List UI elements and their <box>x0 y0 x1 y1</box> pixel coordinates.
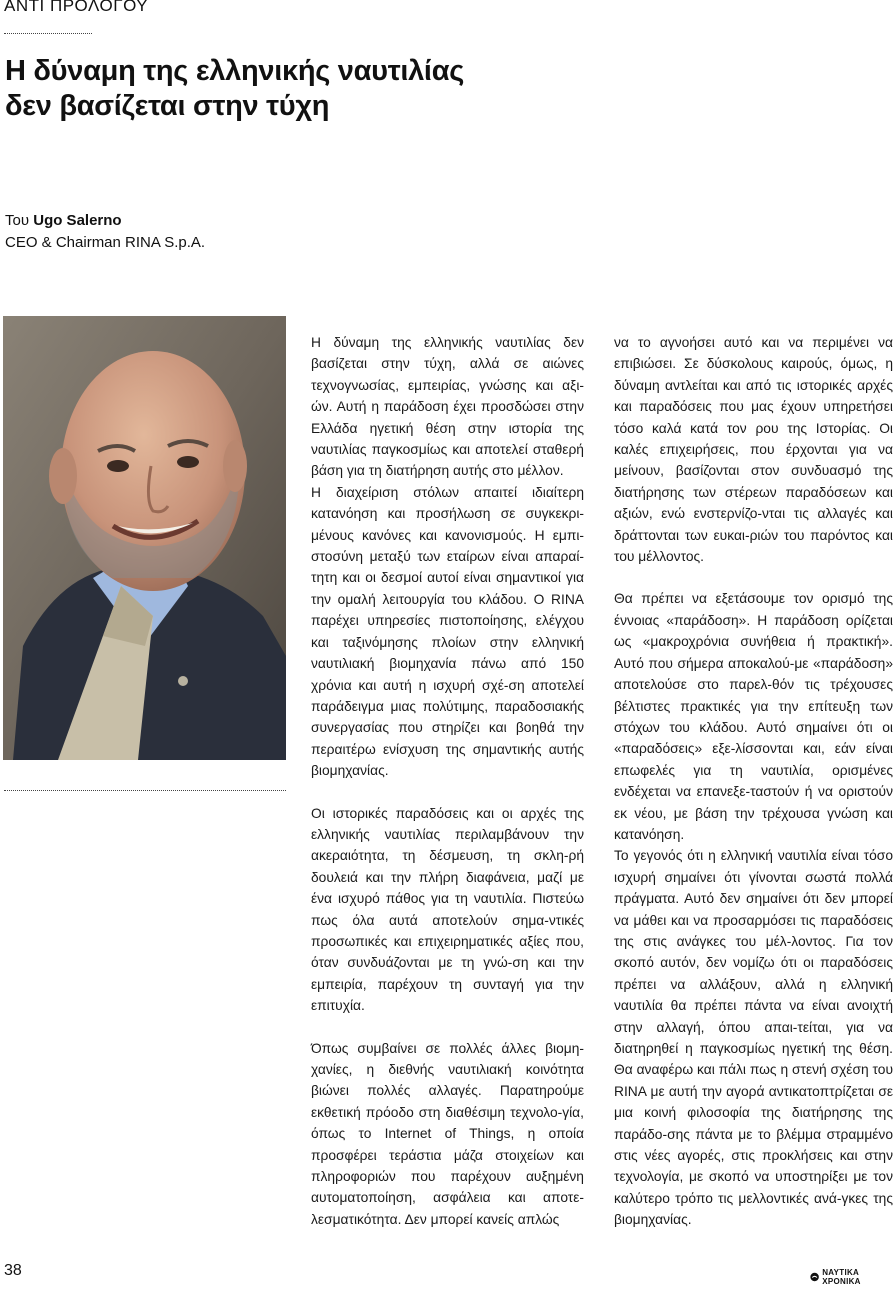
brand-name: ΝΑΥΤΙΚΑ ΧΡΟΝΙΚΑ <box>822 1268 861 1286</box>
publication-brand <box>810 1268 894 1286</box>
paragraph-6: Θα πρέπει να εξετάσουμε τον ορισμό της έννοιας «παράδοση». Η παράδοση ορίζεται ως «μακροχρόνια συνήθεια ή πρακτική». Αυτό που σήμερα αποκαλού-με «παράδοση» αποτελούσε στο παρελ-θόν τις τρέχουσες βέλτιστες πρακτικές για την επίτευξη των στόχων του κλάδου. Αυτό σημαίνει ότι οι «παραδόσεις» εξε-λίσσονται και, εάν είναι επωφελές για τη ναυτιλία, ορισμένες ενδέχεται να επανεξε-ταστούν ή να οριστούν εκ νέου, με βάση την τρέχουσα γνώση και κατανόηση. <box>614 591 893 842</box>
paragraph-5: να το αγνοήσει αυτό και να περιμένει να επιβιώσει. Σε δύσκολους καιρούς, όμως, η δύναμη αντλείται και από τις ιστορικές αρχές και παραδόσεις που μας έχουν υπηρετήσει τόσο καλά κατά τον ρου της Ιστορίας. Οι καλές επιχειρήσεις, που έρχονται για να μείνουν, βασίζονται στον συνδυασμό της διατήρησης των στέρεων παραδόσεων και αξιών, ενώ ενστερνίζο-νται τις αλλαγές και δράττονται των ευκαι-ριών του παρόντος και του μέλλοντος. <box>614 335 893 565</box>
author-prefix: Του <box>5 212 34 229</box>
article-title-line-2: δεν βασίζεται στην τύχη <box>5 90 330 122</box>
paragraph-7: Το γεγονός ότι η ελληνική ναυτιλία είναι τόσο ισχυρή σημαίνει ότι γίνονται σωστά πολλά πράγματα. Αυτό δεν σημαίνει ότι δεν μπορεί να μάθει και να προσαρμόσει τις παραδόσεις της στις ανάγκες του μέλ-λοντος. Για τον σκοπό αυτόν, δεν νομίζω ότι οι παραδόσεις πρέπει να αλλάξουν, αλλά η ελληνική ναυτιλία θα πρέπει πάντα να είναι ανοιχτή στην αλλαγή, όπου απαι-τείται, για να διατηρηθεί η παγκοσμίως ηγετική της θέση. Θα αναφέρω και πάλι πως η στενή σχέση του RINA με αυτή την αγορά αντικατοπτρίζεται σε μια κοινή φιλοσοφία της διατήρησης της παράδο-σης πάντα με το βλέμμα στραμμένο στις νέες αγορές, στις προκλήσεις και στην τεχνολογία, με σκοπό να υποστηρίξει με τον καλύτερο τρόπο τις μελλοντικές ανά-γκες της βιομηχανίας. <box>614 848 893 1228</box>
paragraph-1: Η δύναμη της ελληνικής ναυτιλίας δεν βασίζεται στην τύχη, αλλά σε αιώνες τεχνογνωσίας, εμπειρίας, γνώσης και αξι-ών. Αυτή η παράδοση έχει προσδώσει στην Ελλάδα ηγετική θέση στην ιστορία της ναυτιλίας παγκοσμίως και αποτελεί σταθερή βάση για τη διατήρηση αυτής στο μέλλον. <box>311 335 584 479</box>
paragraph-4: Όπως συμβαίνει σε πολλές άλλες βιομη-χανίες, η διεθνής ναυτιλιακή κοινότητα βιώνει πολλές αλλαγές. Παρατηρούμε εκθετική πρόοδο στη διαθέσιμη τεχνολο-γία, όπως το Internet of Things, η οποία προσφέρει τεράστια μάζα στοιχείων και πληροφοριών που παρέχουν αυξημένη αυτοματοποίηση, ασφάλεια και αποτε-λεσματικότητα. Δεν μπορεί κανείς απλώς <box>311 1040 584 1227</box>
page-number: 38 <box>4 1262 22 1279</box>
paragraph-3: Οι ιστορικές παραδόσεις και οι αρχές της ελληνικής ναυτιλίας περιλαμβάνουν την ακεραιότητα, τη δέσμευση, τη σκλη-ρή δουλειά και την πλήρη διαφάνεια, μαζί με ένα ισχυρό πάθος για τη ναυτιλία. Πιστεύω πως όλα αυτά αποτελούν σημα-ντικές προσωπικές και επιχειρηματικές αξίες που, όταν συνδυάζονται με τη γνώ-ση και την εμπειρία, παρέχουν τη συνταγή για την επιτυχία. <box>311 805 584 1014</box>
author-name: Ugo Salerno <box>33 212 122 229</box>
author-role: CEO & Chairman RINA S.p.A. <box>5 234 206 251</box>
photo-dotted-rule <box>4 790 286 791</box>
paragraph-2: Η διαχείριση στόλων απαιτεί ιδιαίτερη κατανόηση και προσήλωση σε συγκεκρι-μένους κανόνες και κανονισμούς. Η εμπι-στοσύνη μεταξύ των εταίρων είναι απαραί-τητη και οι δεσμοί αυτοί είναι σημαντικοί για την ομαλή λειτουργία του κλάδου. Ο RINA παρέχει υπηρεσίες πιστοποίησης, ελέγχου και ταξινόμησης πλοίων στην ελληνική ναυτιλιακή βιομηχανία πάνω από 150 χρόνια και αυτή η ισχυρή σχέ-ση αποτελεί παράδειγμα μιας πολύτιμης, παραδοσιακής συνεργασίας που στηρίζει και βοηθά την περαιτέρω ενίσχυση της σημαντικής αυτής βιομηχανίας. <box>311 484 584 779</box>
article-title <box>5 54 645 124</box>
article-column-2 <box>614 332 893 1231</box>
byline <box>5 210 205 254</box>
author-photo <box>3 316 286 760</box>
section-label: ΑΝΤΙ ΠΡΟΛΟΓΟΥ <box>4 0 149 15</box>
article-column-1 <box>311 332 584 1230</box>
brand-logo-icon <box>810 1272 819 1282</box>
author-line <box>5 210 205 232</box>
section-label-underline <box>4 33 92 34</box>
article-title-line-1: Η δύναμη της ελληνικής ναυτιλίας <box>5 55 465 87</box>
